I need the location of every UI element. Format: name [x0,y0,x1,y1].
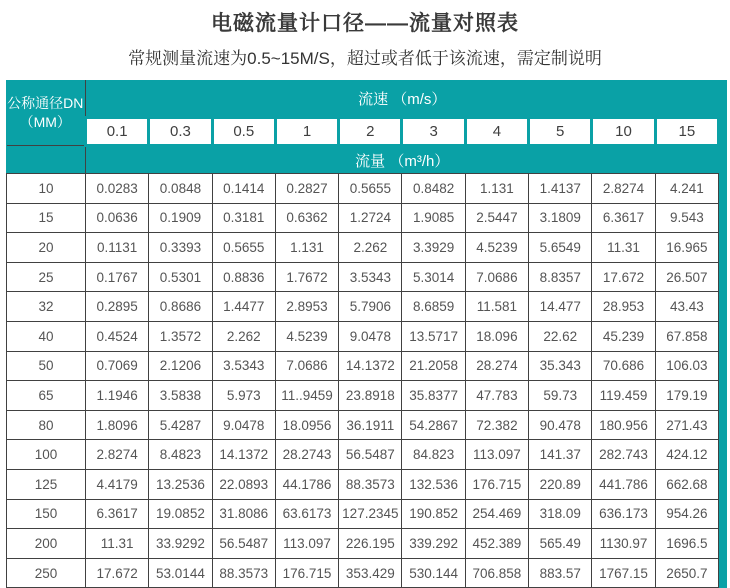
flow-value-cell: 318.09 [529,499,592,529]
table-row [7,351,719,381]
flow-value-cell: 132.536 [402,469,465,499]
flow-value-cell: 0.8482 [402,174,465,204]
flow-value-cell: 1.131 [275,233,338,263]
velocity-value-cell: 0.1 [86,118,149,146]
flow-value-cell: 271.43 [655,410,718,440]
table-row [7,321,719,351]
flow-value-cell: 4.241 [655,174,718,204]
flow-value-cell: 45.239 [592,321,655,351]
flow-value-cell: 44.1786 [275,469,338,499]
header-row-velocity-values [7,118,719,146]
flow-value-cell: 28.274 [465,351,528,381]
flow-value-cell: 2650.7 [655,558,718,588]
flow-value-cell: 13.2536 [149,469,212,499]
page-subtitle: 常规测量流速为0.5~15M/S，超过或者低于该流速，需定制说明 [128,49,602,68]
flow-value-cell: 4.4179 [86,469,149,499]
table-row [7,499,719,529]
flow-value-cell: 19.0852 [149,499,212,529]
flow-value-cell: 16.965 [655,233,718,263]
dn-value-cell: 200 [7,529,86,559]
flow-value-cell: 2.5447 [465,203,528,233]
flow-value-cell: 67.858 [655,321,718,351]
flow-value-cell: 18.096 [465,321,528,351]
flow-value-cell: 530.144 [402,558,465,588]
corner-header-dn [7,80,86,146]
flow-value-cell: 662.68 [655,469,718,499]
velocity-value-cell: 0.3 [149,118,212,146]
table-row [7,262,719,292]
flow-table-container [6,80,727,588]
flow-value-cell: 0.1909 [149,203,212,233]
flow-value-cell: 0.1767 [86,262,149,292]
flow-value-cell: 0.0636 [86,203,149,233]
flow-value-cell: 282.743 [592,440,655,470]
flow-value-cell: 88.3573 [339,469,402,499]
flow-value-cell: 5.973 [212,381,275,411]
flow-value-cell: 11..9459 [275,381,338,411]
flow-value-cell: 2.262 [212,321,275,351]
flow-value-cell: 176.715 [465,469,528,499]
page-title: 电磁流量计口径——流量对照表 [211,12,519,35]
flow-value-cell: 17.672 [86,558,149,588]
flow-value-cell: 9.0478 [339,321,402,351]
dn-value-cell: 65 [7,381,86,411]
flow-group-header: 流量 （m³/h） [86,146,719,174]
flow-value-cell: 113.097 [465,440,528,470]
flow-value-cell: 17.672 [592,262,655,292]
dn-value-cell: 125 [7,469,86,499]
flow-value-cell: 0.1414 [212,174,275,204]
dn-value-cell: 50 [7,351,86,381]
flow-value-cell: 5.3014 [402,262,465,292]
flow-value-cell: 90.478 [529,410,592,440]
flow-value-cell: 1.3572 [149,321,212,351]
flow-value-cell: 127.2345 [339,499,402,529]
flow-value-cell: 113.097 [275,529,338,559]
flow-value-cell: 3.3929 [402,233,465,263]
flow-value-cell: 28.2743 [275,440,338,470]
flow-value-cell: 0.2895 [86,292,149,322]
flow-value-cell: 56.5487 [339,440,402,470]
flow-value-cell: 1.8096 [86,410,149,440]
flow-value-cell: 8.6859 [402,292,465,322]
table-row [7,381,719,411]
velocity-value-cell: 5 [529,118,592,146]
flow-value-cell: 6.3617 [86,499,149,529]
flow-value-cell: 1.131 [465,174,528,204]
velocity-value-cell: 2 [339,118,402,146]
flow-value-cell: 22.62 [529,321,592,351]
flow-value-cell: 11.31 [592,233,655,263]
flow-value-cell: 54.2867 [402,410,465,440]
velocity-group-header: 流速 （m/s） [86,80,719,118]
flow-value-cell: 59.73 [529,381,592,411]
flow-value-cell: 7.0686 [275,351,338,381]
flow-value-cell: 2.262 [339,233,402,263]
corner-header-line1: 公称通径DN [7,94,84,111]
flow-value-cell: 33.9292 [149,529,212,559]
flow-value-cell: 0.3393 [149,233,212,263]
table-row [7,469,719,499]
dn-value-cell: 150 [7,499,86,529]
flow-value-cell: 28.953 [592,292,655,322]
flow-value-cell: 1767.15 [592,558,655,588]
flow-value-cell: 9.543 [655,203,718,233]
flow-value-cell: 1.4477 [212,292,275,322]
flow-value-cell: 339.292 [402,529,465,559]
flow-value-cell: 8.8357 [529,262,592,292]
flow-value-cell: 0.5655 [339,174,402,204]
flow-value-cell: 2.1206 [149,351,212,381]
flow-value-cell: 254.469 [465,499,528,529]
table-row [7,233,719,263]
header-row-velocity-label [7,80,719,118]
flow-value-cell: 3.5343 [212,351,275,381]
flow-value-cell: 56.5487 [212,529,275,559]
flow-value-cell: 14.1372 [212,440,275,470]
flow-value-cell: 1696.5 [655,529,718,559]
flow-value-cell: 2.8274 [592,174,655,204]
velocity-value-cell: 4 [465,118,528,146]
flow-value-cell: 6.3617 [592,203,655,233]
flow-value-cell: 5.6549 [529,233,592,263]
flow-value-cell: 0.4524 [86,321,149,351]
flow-value-cell: 35.8377 [402,381,465,411]
table-row [7,440,719,470]
dn-value-cell: 100 [7,440,86,470]
flow-value-cell: 0.5301 [149,262,212,292]
flow-value-cell: 36.1911 [339,410,402,440]
dn-value-cell: 20 [7,233,86,263]
dn-value-cell: 25 [7,262,86,292]
flow-value-cell: 88.3573 [212,558,275,588]
flow-value-cell: 0.6362 [275,203,338,233]
flow-value-cell: 3.5838 [149,381,212,411]
flow-value-cell: 53.0144 [149,558,212,588]
flow-value-cell: 106.03 [655,351,718,381]
flow-value-cell: 1130.97 [592,529,655,559]
flow-value-cell: 14.1372 [339,351,402,381]
flow-value-cell: 180.956 [592,410,655,440]
flow-value-cell: 4.5239 [275,321,338,351]
flow-value-cell: 2.8953 [275,292,338,322]
table-row [7,292,719,322]
flow-value-cell: 179.19 [655,381,718,411]
flow-value-cell: 8.4823 [149,440,212,470]
flow-value-cell: 4.5239 [465,233,528,263]
flow-value-cell: 0.1131 [86,233,149,263]
flow-value-cell: 1.1946 [86,381,149,411]
flow-value-cell: 63.6173 [275,499,338,529]
flow-value-cell: 21.2058 [402,351,465,381]
flow-value-cell: 47.783 [465,381,528,411]
table-row [7,410,719,440]
flow-value-cell: 3.1809 [529,203,592,233]
flow-value-cell: 1.2724 [339,203,402,233]
flow-value-cell: 0.0283 [86,174,149,204]
flow-value-cell: 72.382 [465,410,528,440]
flow-value-cell: 22.0893 [212,469,275,499]
flow-value-cell: 119.459 [592,381,655,411]
flow-value-cell: 0.8836 [212,262,275,292]
dn-value-cell: 15 [7,203,86,233]
flow-value-cell: 31.8086 [212,499,275,529]
table-row [7,529,719,559]
flow-value-cell: 1.9085 [402,203,465,233]
flow-value-cell: 70.686 [592,351,655,381]
flow-value-cell: 0.5655 [212,233,275,263]
flow-value-cell: 424.12 [655,440,718,470]
dn-value-cell: 250 [7,558,86,588]
flow-value-cell: 18.0956 [275,410,338,440]
flow-value-cell: 23.8918 [339,381,402,411]
velocity-value-cell: 3 [402,118,465,146]
flow-value-cell: 13.5717 [402,321,465,351]
flow-value-cell: 954.26 [655,499,718,529]
flow-value-cell: 441.786 [592,469,655,499]
flow-value-cell: 0.7069 [86,351,149,381]
flow-value-cell: 5.4287 [149,410,212,440]
flow-value-cell: 0.0848 [149,174,212,204]
flow-value-cell: 1.4137 [529,174,592,204]
flow-comparison-table [6,80,720,588]
flow-value-cell: 5.7906 [339,292,402,322]
flow-value-cell: 883.57 [529,558,592,588]
dn-value-cell: 32 [7,292,86,322]
flow-value-cell: 176.715 [275,558,338,588]
flow-value-cell: 226.195 [339,529,402,559]
flow-value-cell: 26.507 [655,262,718,292]
flow-value-cell: 84.823 [402,440,465,470]
flow-value-cell: 3.5343 [339,262,402,292]
empty-corner-cell [7,146,86,174]
dn-value-cell: 10 [7,174,86,204]
flow-value-cell: 14.477 [529,292,592,322]
flow-value-cell: 2.8274 [86,440,149,470]
flow-value-cell: 706.858 [465,558,528,588]
flow-value-cell: 353.429 [339,558,402,588]
dn-value-cell: 40 [7,321,86,351]
flow-value-cell: 220.89 [529,469,592,499]
table-body [7,174,719,588]
velocity-value-cell: 1 [275,118,338,146]
flow-value-cell: 0.8686 [149,292,212,322]
flow-value-cell: 11.581 [465,292,528,322]
flow-value-cell: 141.37 [529,440,592,470]
flow-value-cell: 7.0686 [465,262,528,292]
velocity-value-cell: 0.5 [212,118,275,146]
flow-value-cell: 35.343 [529,351,592,381]
flow-value-cell: 452.389 [465,529,528,559]
flow-value-cell: 43.43 [655,292,718,322]
table-row [7,203,719,233]
corner-header-line2: （MM） [19,113,71,130]
table-row [7,174,719,204]
flow-value-cell: 636.173 [592,499,655,529]
velocity-value-cell: 10 [592,118,655,146]
flow-value-cell: 0.2827 [275,174,338,204]
flow-value-cell: 11.31 [86,529,149,559]
flow-value-cell: 9.0478 [212,410,275,440]
velocity-value-cell: 15 [655,118,718,146]
header-row-flow-label [7,146,719,174]
flow-value-cell: 190.852 [402,499,465,529]
table-row [7,558,719,588]
dn-value-cell: 80 [7,410,86,440]
flow-value-cell: 1.7672 [275,262,338,292]
flow-value-cell: 0.3181 [212,203,275,233]
flow-value-cell: 565.49 [529,529,592,559]
